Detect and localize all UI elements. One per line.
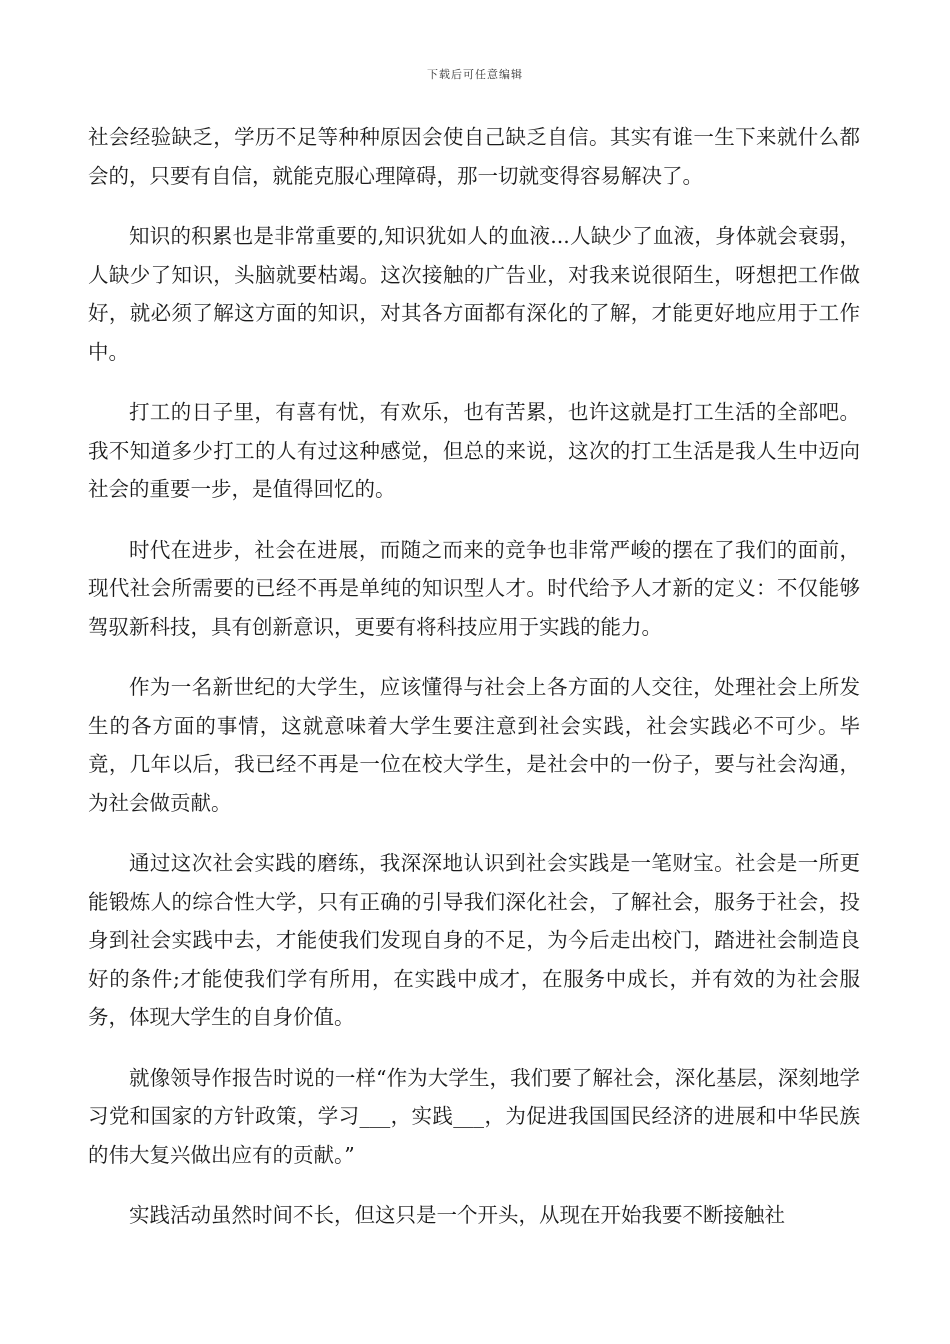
page-header: 下载后可任意编辑 xyxy=(427,68,523,81)
paragraph-1: 社会经验缺乏，学历不足等种种原因会使自己缺乏自信。其实有谁一生下来就什么都会的，只要有自信，就能克服心理障碍，那一切就变得容易解决了。 xyxy=(88,125,860,188)
paragraph-4: 时代在进步，社会在进展，而随之而来的竞争也非常严峻的摆在了我们的面前，现代社会所需要的已经不再是单纯的知识型人才。时代给予人才新的定义：不仅能够驾驭新科技，具有创新意识，更要有将科技应用于实践的能力。 xyxy=(88,537,860,639)
document-body xyxy=(88,118,860,1257)
paragraph-6: 通过这次社会实践的磨练，我深深地认识到社会实践是一笔财宝。社会是一所更能锻炼人的综合性大学，只有正确的引导我们深化社会，了解社会，服务于社会，投身到社会实践中去，才能使我们发现自身的不足，为今后走出校门，踏进社会制造良好的条件;才能使我们学有所用，在实践中成才，在服务中成长，并有效的为社会服务，体现大学生的自身价值。 xyxy=(88,851,860,1029)
paragraph-2: 知识的积累也是非常重要的,知识犹如人的血液...人缺少了血液，身体就会衰弱，人缺少了知识，头脑就要枯竭。这次接触的广告业，对我来说很陌生，呀想把工作做好，就必须了解这方面的知识，对其各方面都有深化的了解，才能更好地应用于工作中。 xyxy=(88,224,860,364)
paragraph-3: 打工的日子里，有喜有忧，有欢乐，也有苦累，也许这就是打工生活的全部吧。我不知道多少打工的人有过这种感觉，但总的来说，这次的打工生活是我人生中迈向社会的重要一步，是值得回忆的。 xyxy=(88,400,860,501)
paragraph-7: 就像领导作报告时说的一样“作为大学生，我们要了解社会，深化基层，深刻地学习党和国家的方针政策，学习___，实践___，为促进我国国民经济的进展和中华民族的伟大复兴做出应有的贡献。” xyxy=(88,1065,860,1167)
paragraph-8: 实践活动虽然时间不长，但这只是一个开头，从现在开始我要不断接触社 xyxy=(129,1203,785,1227)
paragraph-5: 作为一名新世纪的大学生，应该懂得与社会上各方面的人交往，处理社会上所发生的各方面的事情，这就意味着大学生要注意到社会实践，社会实践必不可少。毕竟，几年以后，我已经不再是一位在校大学生，是社会中的一份子，要与社会沟通，为社会做贡献。 xyxy=(88,675,860,815)
